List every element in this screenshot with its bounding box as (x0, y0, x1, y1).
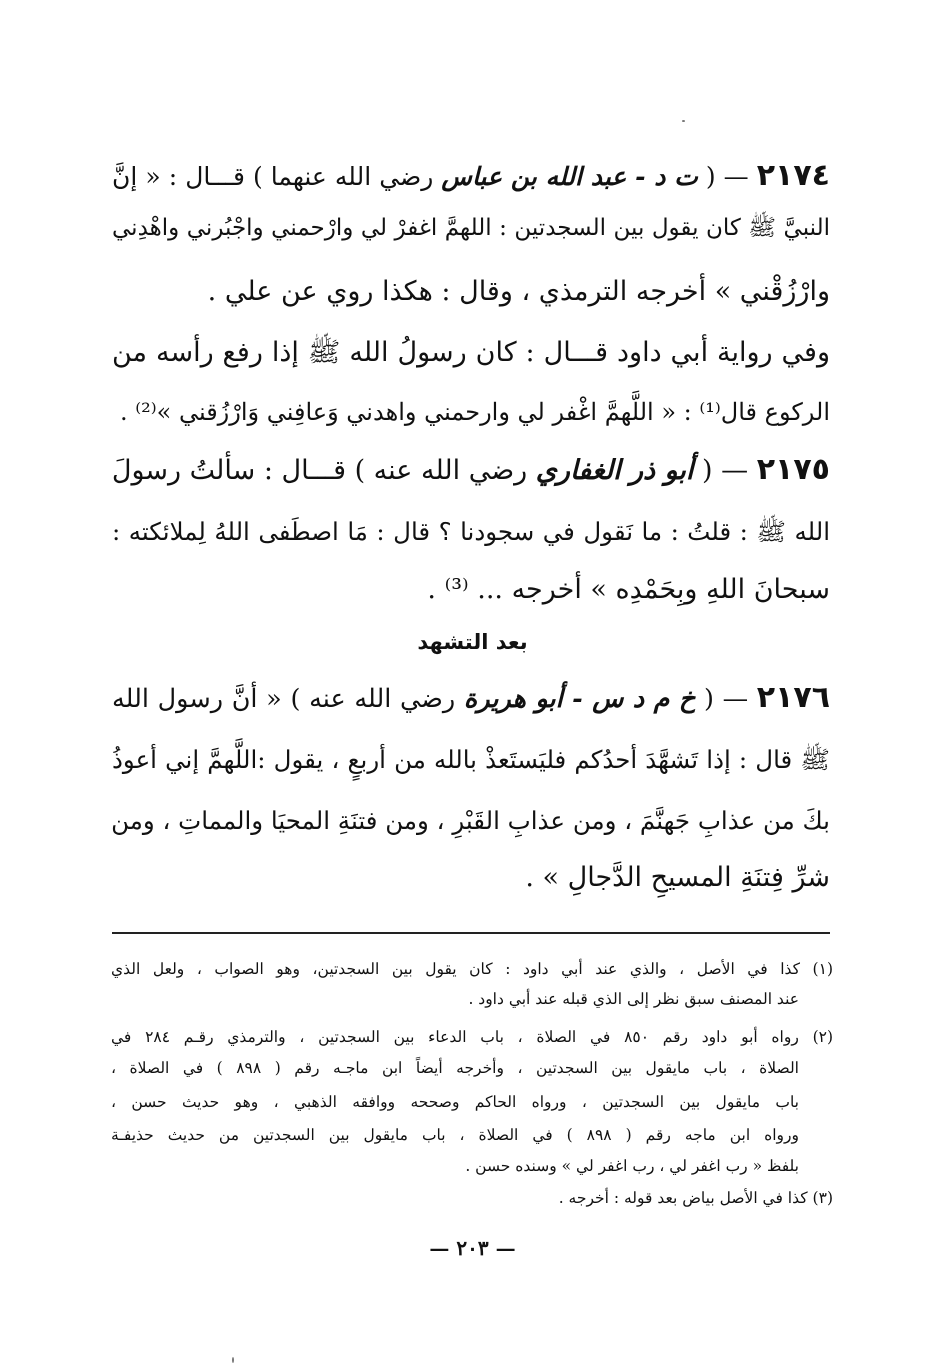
footnote-2-line-4: ورواه ابن ماجه رقم ( ٨٩٨ ) في الصلاة ، باب مايقول بين السجدتين من حديث حذيفـة (111, 1126, 799, 1144)
hadith-source: خ م د س - أبو هريرة (463, 684, 696, 714)
hadith-2174-line-2: النبيَّ ﷺ كان يقول بين السجدتين : اللهمَّ اغفرْ لي وارْحمني واجْبُرني واهْدِني (112, 215, 830, 241)
text-run: رضي الله عنه ) قـــال : سألتُ رسولَ (111, 455, 528, 486)
hadith-2175-line-1 (112, 452, 830, 489)
hadith-2176-line-2: ﷺ قال : إذا تَشهَّدَ أحدُكم فليَستَعذْ بالله من أربعٍ ، يقول :اللَّهمَّ إني أعوذُ (112, 745, 830, 774)
hadith-source: ت د - عبد الله بن عباس (441, 162, 698, 191)
hadith-2174-line-3: وارْزُقْني » أخرجه الترمذي ، وقال : هكذا روي عن علي . (207, 276, 830, 307)
footnote-2-line-1: (٢) رواه أبو داود رقم ٨٥٠ في الصلاة ، باب الدعاء بين السجدتين ، والترمذي رقـم ٢٨٤ في (111, 1028, 834, 1046)
hadith-number: ٢١٧٤ (756, 158, 830, 193)
text-run: رضي الله عنهما ) قـــال : « إنَّ (112, 162, 434, 191)
hadith-number: ٢١٧٥ (756, 452, 830, 487)
footnote-1-line-2: عند المصنف سبق نظر إلى الذي قبله عند أبي داود . (468, 990, 799, 1008)
footnote-2-line-5: بلفظ « رب اغفر لي ، رب اغفر لي » وسنده حسن . (465, 1157, 799, 1175)
footnote-2-line-3: باب مايقول بين السجدتين ، ورواه الحاكم وصححه ووافقه الذهبي ، وهو حديث حسن ، (111, 1093, 799, 1111)
hadith-2175-line-2: الله ﷺ : قلتُ : ما نَقول في سجودنا ؟ قال : مَا اصطَفى اللهُ لِملائكته : (112, 517, 830, 546)
footnote-2-line-2: الصلاة ، باب مايقول بين السجدتين ، وأخرجه أيضاً ابن ماجـه رقم ( ٨٩٨ ) في الصلاة ، (111, 1059, 799, 1077)
abu-dawud-line-2: الركوع قال⁽¹⁾ : « اللَّهمَّ اغْفر لي وارحمني واهدني وَعافِني وَارْزُقني »⁽²⁾ . (119, 398, 830, 426)
footnote-divider (112, 932, 830, 934)
hadith-2176-line-3: بكَ من عذابِ جَهنَّمَ ، ومن عذابِ القَبْرِ ، ومن فتنَةِ المحيَا والمماتِ ، ومن (111, 806, 830, 835)
abu-dawud-line-1: وفي رواية أبي داود قـــال : كان رسولُ الله ﷺ إذا رفع رأسه من (112, 337, 830, 368)
text-run: رضي الله عنه ) « أنَّ رسول الله (112, 684, 456, 714)
hadith-source: أبو ذر الغفاري (535, 455, 694, 486)
hadith-2174-line-1 (112, 158, 830, 195)
section-heading: بعد التشهد (417, 630, 528, 654)
footnote-3-line-1: (٣) كذا في الأصل بياض بعد قوله : أخرجه . (558, 1189, 833, 1207)
scan-speck (232, 1357, 234, 1363)
hadith-2176-line-4: شرِّ فِتنَةِ المسيحِ الدَّجالِ » . (525, 862, 830, 893)
footnote-1-line-1: (١) كذا في الأصل ، والذي عند أبي داود : كان يقول بين السجدتين، وهو الصواب ، ولعل الذي (111, 960, 833, 978)
open-paren: — ( (705, 162, 749, 191)
open-paren: — ( (703, 684, 749, 714)
hadith-number: ٢١٧٦ (756, 680, 831, 715)
scan-speck (682, 120, 685, 122)
page-number: — ٢٠٣ — (429, 1236, 516, 1260)
hadith-2176-line-1 (112, 680, 830, 717)
hadith-2175-line-3: سبحانَ اللهِ وبِحَمْدِه » أخرجه ... ⁽³⁾ . (427, 574, 830, 605)
open-paren: — ( (702, 455, 749, 486)
